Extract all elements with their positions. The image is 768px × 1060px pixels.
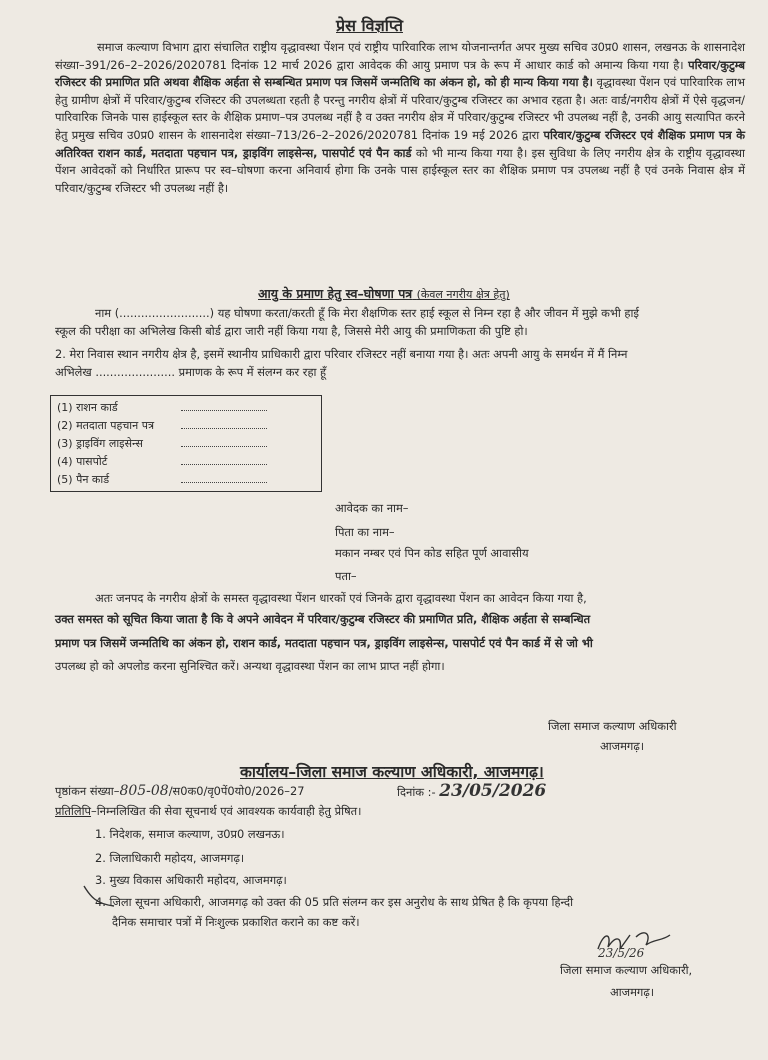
signatory-designation-2: जिला समाज कल्याण अधिकारी, (560, 963, 693, 977)
intro-text-b: वृद्धावस्था पेंशन एवं पारिवारिक लाभ हेतु ग्रामीण क्षेत्रों में परिवार/कुटुम्ब रजिस्टर की उपलब्धता रहती है परन्तु नगरीय क्षेत्रों में परिवार/कुटुम्ब रजिस्टर का अभाव रहता है। अतः वार्ड/नगरीय क्षेत्रों में ऐसे वृद्धजन/पारिवारिक जिनके पास हाईस्कूल स्तर के शैक्षिक प्रमाण–पत्र उपलब्ध नहीं है व उक्त नगरीय क्षेत्र में परिवार/कुटुम्ब रजिस्टर भी उपलब्ध नहीं है, उनकी आयु सत्यापित करने हेतु प्रमुख सचिव उ0प्र0 शासन के शासनादेश संख्या–713/26–2–2026/2020781 दिनांक 19 मई 2026 द्वारा (55, 75, 745, 142)
recipient-item: 3. मुख्य विकास अधिकारी महोदय, आजमगढ़। (95, 873, 287, 887)
date-handwritten: 23/05/2026 (439, 781, 547, 801)
reference-rest: /स0क0/वृ0पें0यो0/2026–27 (168, 784, 305, 798)
copy-text: –निम्नलिखित की सेवा सूचनार्थ एवं आवश्यक कार्यवाही हेतु प्रेषित। (91, 804, 362, 818)
father-name-label: पिता का नाम– (335, 525, 395, 539)
applicant-name-label: आवेदक का नाम– (335, 501, 409, 515)
declaration-heading (258, 285, 510, 302)
dispatch-date (397, 783, 546, 801)
document-option: (2) मतदाता पहचान पत्र (57, 418, 267, 433)
copy-line (55, 803, 361, 820)
reference-handwritten: 805-08 (119, 783, 169, 799)
signatory-designation-1: जिला समाज कल्याण अधिकारी (548, 719, 677, 733)
copy-label: प्रतिलिपि (55, 804, 92, 818)
intro-text-c: को भी मान्य किया गया है। इस सुविधा के लिए नगरीय क्षेत्र के राष्ट्रीय वृद्धावस्था पेंशन आवेदकों को निर्धारित प्रारूप पर स्व–घोषणा करना अनिवार्य होगा कि उनके पास हाईस्कूल स्तर का शैक्षिक प्रमाण पत्र उपलब्ध नहीं है एवं उनके निवास क्षेत्र में परिवार/कुटुम्ब रजिस्टर भी उपलब्ध नहीं है। (55, 145, 745, 195)
document-options-box (50, 395, 322, 492)
signature-date-handwritten: 23/5/26 (598, 946, 645, 960)
document-option: (4) पासपोर्ट (57, 454, 267, 469)
declaration-line-2: स्कूल की परीक्षा का अभिलेख किसी बोर्ड द्वारा जारी नहीं किया गया है, जिससे मेरी आयु की प्रमाणिकता की पुष्टि हो। (55, 324, 528, 338)
declaration-heading-text: आयु के प्रमाण हेतु स्व–घोषणा पत्र (258, 286, 413, 301)
date-label: दिनांक :- (397, 785, 436, 799)
declaration-line-4: अभिलेख ...................... प्रमाणक के रूप में संलग्न कर रहा हूँ (55, 365, 327, 379)
recipient-item-continued: दैनिक समाचार पत्रों में निःशुल्क प्रकाशित कराने का कष्ट करें। (112, 915, 360, 929)
signatory-place-1: आजमगढ़। (600, 739, 645, 753)
reference-number (55, 783, 304, 800)
notice-line-4: उपलब्ध हो को अपलोड करना सुनिश्चित करें। अन्यथा वृद्धावस्था पेंशन का लाभ प्राप्त नहीं होगा। (55, 659, 445, 673)
reference-label: पृष्ठांकन संख्या– (55, 784, 120, 798)
document-option: (3) ड्राइविंग लाइसेन्स (57, 436, 267, 451)
intro-paragraph (55, 39, 745, 197)
notice-line-1: अतः जनपद के नगरीय क्षेत्रों के समस्त वृद्धावस्था पेंशन धारकों एवं जिनके द्वारा वृद्धावस्था पेंशन का आवेदन किया गया है, (95, 591, 587, 605)
document-option: (1) राशन कार्ड (57, 400, 267, 415)
declaration-line-3: 2. मेरा निवास स्थान नगरीय क्षेत्र है, इसमें स्थानीय प्राधिकारी द्वारा परिवार रजिस्टर नहीं बनाया गया है। अतः अपनी आयु के समर्थन में मैं निम्न (55, 347, 628, 361)
intro-text-bold2: परिवार/कुटुम्ब रजिस्टर एवं शैक्षिक प्रमाण पत्र के अतिरिक्त राशन कार्ड, मतदाता पहचान पत्र, ड्राइविंग लाइसेन्स, पासपोर्ट एवं पैन कार्ड (55, 127, 746, 160)
intro-text-a: समाज कल्याण विभाग द्वारा संचालित राष्ट्रीय वृद्धावस्था पेंशन एवं राष्ट्रीय पारिवारिक लाभ योजनान्तर्गत अपर मुख्य सचिव उ0प्र0 शासन, लखनऊ के शासनादेश संख्या–391/26–2–2026/2020781 दिनांक 12 मार्च 2026 द्वारा आवेदक की आयु प्रमाण पत्र के रूप में आधार कार्ड को अमान्य किया गया है। (55, 40, 745, 72)
address-label-2: पता– (335, 569, 357, 583)
document-title: प्रेस विज्ञप्ति (336, 16, 403, 35)
address-label: मकान नम्बर एवं पिन कोड सहित पूर्ण आवासीय (335, 546, 529, 560)
recipient-item: 2. जिलाधिकारी महोदय, आजमगढ़। (95, 851, 245, 865)
document-option: (5) पैन कार्ड (57, 472, 267, 487)
checkmark-icon (80, 880, 120, 910)
intro-text-bold: परिवार/कुटुम्ब रजिस्टर की प्रमाणित प्रति अथवा शैक्षिक अर्हता से सम्बन्धित प्रमाण पत्र जिसमें जन्मतिथि का अंकन हो, को ही मान्य किया गया है। (55, 57, 745, 90)
signatory-place-2: आजमगढ़। (610, 985, 655, 999)
notice-line-3: प्रमाण पत्र जिसमें जन्मतिथि का अंकन हो, राशन कार्ड, मतदाता पहचान पत्र, ड्राइविंग लाइसेन्स, पासपोर्ट एवं पैन कार्ड में से जो भी (55, 636, 593, 650)
declaration-line-1: नाम (.........................) यह घोषणा करता/करती हूँ कि मेरा शैक्षणिक स्तर हाई स्कूल से निम्न रहा है और जीवन में मुझे कभी हाई (95, 306, 639, 320)
recipient-item: 1. निदेशक, समाज कल्याण, उ0प्र0 लखनऊ। (95, 827, 285, 841)
recipient-item: 4. जिला सूचना अधिकारी, आजमगढ़ को उक्त की 05 प्रति संलग्न कर इस अनुरोध के साथ प्रेषित है कि कृपया हिन्दी (95, 895, 574, 909)
notice-line-2: उक्त समस्त को सूचित किया जाता है कि वे अपने आवेदन में परिवार/कुटुम्ब रजिस्टर की प्रमाणित प्रति, शैक्षिक अर्हता से सम्बन्धित (55, 612, 591, 626)
office-heading: कार्यालय–जिला समाज कल्याण अधिकारी, आजमगढ़। (240, 763, 544, 781)
declaration-heading-note: (केवल नगरीय क्षेत्र हेतु) (416, 288, 510, 301)
